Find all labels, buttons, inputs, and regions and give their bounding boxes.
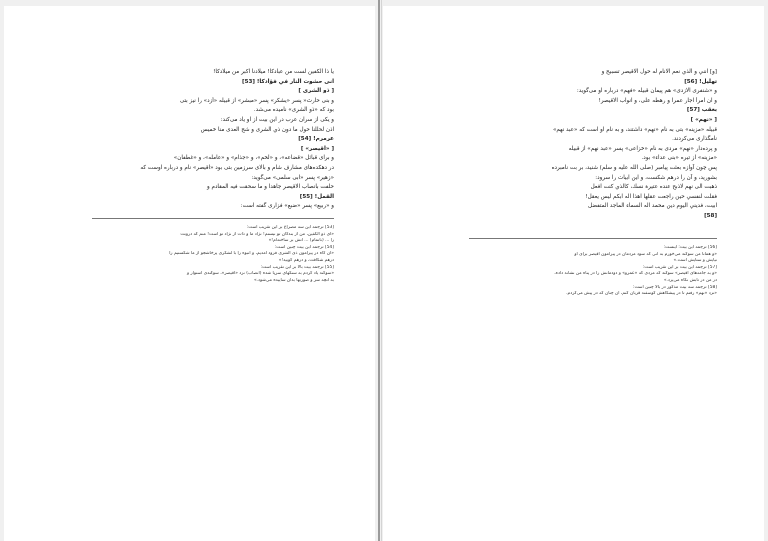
body-line: «مزينه» از تيره «بنى عداء» بود. xyxy=(641,155,717,162)
footnote-line: [58] ترجمه سه بيت مذكور در بالا چنين است: xyxy=(632,284,717,290)
right-page-footnotes xyxy=(469,245,717,298)
footnote-line: «نزد «نهم» رفتم تا در پيشگاهش گوسفند قربان كنم، آن چنان كه در پيش مى‌كردم. xyxy=(566,291,717,297)
right-page-body xyxy=(469,68,717,222)
book-gutter-edge xyxy=(381,0,382,541)
footnote-line: «و به جامه‌هاى اقيصر» سوگند كه مردى كه «عمرو» و دودمانش را در پناه من نشاند داده، xyxy=(554,271,717,277)
footnote-line: [55] ترجمه بيت بالا بر اين تقريب است: xyxy=(260,264,334,270)
body-line: در دهكده‌هاى مشارف شام و بالاى سرزمين بتى بود «اقيصر» نام و درباره اوست كه xyxy=(140,164,334,171)
body-line: ابيت، فديني اليوم دين محمد اله السماء الماجد المتفضل xyxy=(588,203,717,210)
body-line: قبيله «مزينه» بتى به نام «نهم» داشتند، و به نام او است كه «عبد نهم» xyxy=(552,126,717,133)
body-line: و پرده‌دار «نهم» مردى به نام «خزاعى» پسر «عبد نهم» از قبيله xyxy=(568,145,717,152)
body-line: بعقب [57] xyxy=(686,107,717,114)
footnote-line: «آن گاه در پيرامون ذى الشرى فرود آمديم، و انبوه را با لشكرى پرخاشجو از ما شكستيم را xyxy=(169,251,334,257)
left-page xyxy=(4,6,375,541)
body-line: عرمرم! [54] xyxy=(298,136,334,143)
body-line: «زهير» پسر «ابى سلمى» مى‌گويد: xyxy=(251,174,334,181)
body-line: بود كه «ذو الشرى» ناميده مى‌شد. xyxy=(253,107,334,114)
body-line: حلفت بانصاب الاقيصر جاهدا و ما سحقت فيه المقادم و xyxy=(207,184,334,191)
footnote-line: «و همانا من سوگند مى‌خورم به آنى كه سود مردمان در پيرامون اقيصر براى او xyxy=(574,251,717,257)
body-line: و «شنفرى الازدى» هم پيمان قبيله «فهم» درباره او مى‌گويد: xyxy=(576,88,717,95)
footnote-line: [53] ترجمه اين سه مصراع بر اين تقريب است: xyxy=(246,225,334,230)
right-footnote-rule xyxy=(469,238,717,239)
body-line: يا ذا الكفين لست من عبادكا! ميلادنا اكبر من ميلادكا! xyxy=(213,69,334,75)
body-line: فقلت لنفسي حين راجعت عقلها اهذا اله ابكم ليس يعقل! xyxy=(585,193,717,200)
body-line: [ «اقيصر» ] xyxy=(300,145,334,152)
footnote-line: به آنچه سر و صورتها بدان ساييده مى‌شود.» xyxy=(253,277,334,283)
footnote-line: «اى ذو الكفين، من از بندگان تو نيستم! نژاد ما و ذات از نژاد تو است! منم كه درونت xyxy=(180,231,334,237)
body-line: [ ذو الشرى ] xyxy=(298,88,334,95)
body-line: و يكى از سران عرب در اين بيت از او ياد مى‌كند: xyxy=(220,116,334,123)
right-page xyxy=(383,6,764,541)
body-line: اذن لحللنا حول ما دون ذي الشرى و شج العدى منا خميس xyxy=(200,126,334,133)
body-line: [و] انني و الذي نعم الانام له حول الاقيصر تسبيح و xyxy=(601,69,717,75)
footnote-line: را ... (ناتمام) ... آتش بر ساخته‌ام!» xyxy=(268,238,334,244)
body-line: و براى قبائل «قضاعه»، و «لخم»، و «جذام» و «عامله»، و «غطفان» xyxy=(173,155,334,162)
body-line: [ «نهم» ] xyxy=(690,116,717,123)
footnote-line: نيايش و ستايش است.» xyxy=(673,258,717,264)
body-line: پس چون آوازه بعثت پيامبر (صلى الله عليه و سلم) شنيد، بر بت نامبرده xyxy=(551,164,717,171)
body-line: تهليل! [56] xyxy=(684,78,717,85)
body-line: ذهبت الى نهم لاذبح عنده عتيرة نسك، كالذي كنت افعل xyxy=(590,184,717,191)
footnote-line: [56] ترجمه اين بيت: اينست: xyxy=(663,245,717,250)
left-page-body xyxy=(92,68,334,212)
book-gutter-shadow xyxy=(378,0,380,541)
body-line: و بنى حارث« پسر «يشكر» پسر «مبشر» از قبيله «أزد» را نيز بتى xyxy=(179,97,334,104)
footnote-line: [54] ترجمه اين بيت چنين است: xyxy=(274,244,334,250)
body-line: انى حشوت النار في فؤادكا! [53] xyxy=(242,78,334,85)
body-line: القمل! [55] xyxy=(299,193,334,200)
left-footnote-rule xyxy=(92,218,334,219)
footnote-line: «سوگند ياد كردم به سنگهاى سرپا شده (انصاب) نزد «اقيصر»، سوگندى استوار و xyxy=(186,271,334,277)
body-line: نامگذارى مى‌كردند. xyxy=(672,136,717,143)
body-line: [58] xyxy=(704,212,717,219)
footnote-line: در من در تابش نگاه مى‌پرد.» xyxy=(663,277,717,283)
footnote-line: درهم شكافت، و درهم كوبيد!» xyxy=(278,257,334,263)
footnote-line: [57] ترجمه اين بيت بر اين تقريب است: xyxy=(642,264,717,270)
body-line: و «ربيع» پسر «ضبع» فزارى گفته است: xyxy=(240,203,334,210)
body-line: و ان امرأ اجار عمرا و رهطه على، و انواب الاقيصر! xyxy=(598,97,717,104)
left-page-footnotes xyxy=(92,225,334,284)
body-line: بشوريد، و آن را درهم شكست، و اين ابيات را سرود: xyxy=(595,174,717,181)
